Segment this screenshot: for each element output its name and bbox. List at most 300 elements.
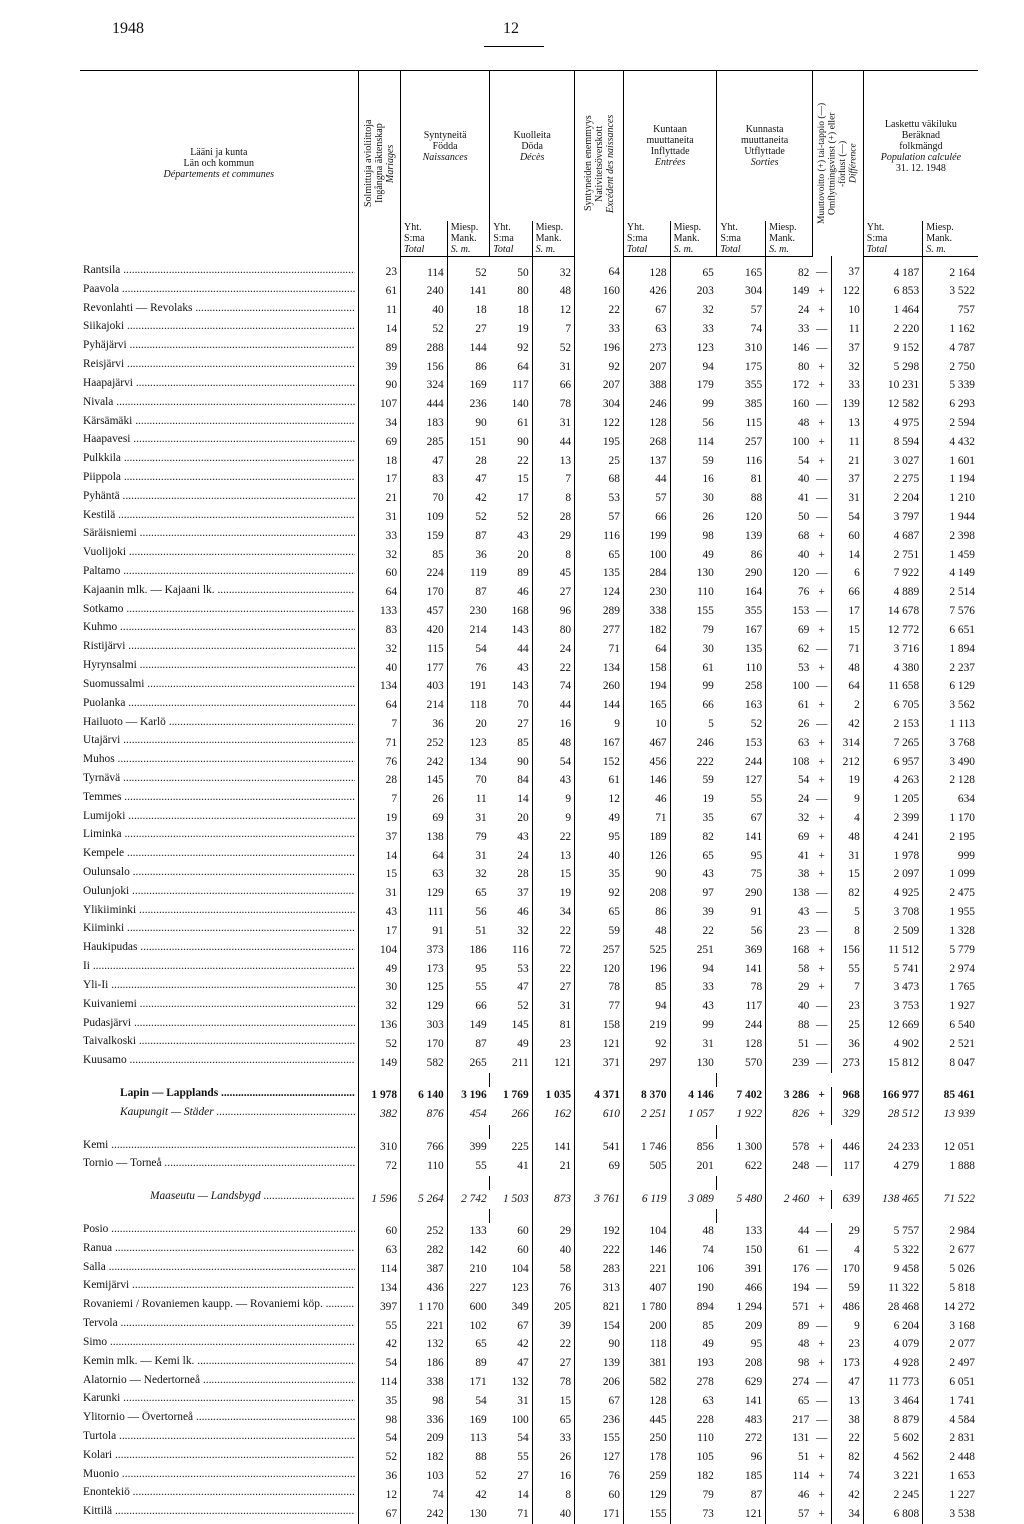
cell-11: 59 — [831, 1279, 863, 1298]
row-name: Kuhmo ..... — [80, 621, 358, 640]
cell-13: 6 051 — [923, 1374, 978, 1393]
cell-13: 3 538 — [923, 1505, 978, 1524]
cell-5: 371 — [575, 1054, 624, 1073]
cell-10: — — [815, 492, 828, 505]
cell-4: 45 — [532, 565, 574, 584]
cell-7: 5 — [670, 716, 717, 735]
cell-4: 40 — [532, 1505, 574, 1524]
cell-7: 49 — [670, 546, 717, 565]
cell-4: 81 — [532, 1017, 574, 1036]
cell-4: 66 — [532, 377, 574, 396]
cell-11: 13 — [831, 415, 863, 434]
cell-1: 129 — [401, 998, 448, 1017]
cell-13: 2 128 — [923, 772, 978, 791]
sub-deaths-total: Yht. S:ma Total — [490, 221, 532, 256]
cell-12: 166 977 — [863, 1087, 922, 1106]
cell-0: 33 — [358, 527, 400, 546]
cell-7: 33 — [670, 320, 717, 339]
cell-1: 98 — [401, 1392, 448, 1411]
cell-10: + — [817, 1192, 826, 1205]
cell-12: 138 465 — [863, 1190, 922, 1209]
cell-1: 83 — [401, 471, 448, 490]
cell-1: 85 — [401, 546, 448, 565]
row-name: Pyhäjärvi ..... — [80, 339, 358, 358]
cell-4: 22 — [532, 960, 574, 979]
cell-2: 28 — [447, 452, 489, 471]
cell-13: 8 047 — [923, 1054, 978, 1073]
cell-8: 209 — [745, 1319, 763, 1332]
table-row — [80, 584, 978, 603]
cell-3: 60 — [517, 1225, 529, 1238]
cell-8: 164 — [745, 586, 763, 599]
cell-4: 58 — [532, 1261, 574, 1280]
cell-11: 42 — [831, 1486, 863, 1505]
cell-0: 11 — [358, 302, 400, 321]
cell-3: 132 — [511, 1375, 529, 1388]
cell-11: 122 — [831, 283, 863, 302]
header-marriages-sv: Ingångna äktenskap — [373, 123, 385, 204]
cell-7: 894 — [670, 1298, 717, 1317]
cell-12: 3 464 — [863, 1392, 922, 1411]
row-name: Hyrynsalmi ..... — [80, 659, 358, 678]
cell-10: — — [815, 1018, 828, 1031]
cell-3: 15 — [517, 473, 529, 486]
cell-10: — — [815, 1000, 828, 1013]
cell-8: 355 — [745, 379, 763, 392]
cell-8: 110 — [745, 661, 763, 674]
cell-4: 27 — [532, 1355, 574, 1374]
cell-10: + — [817, 1108, 826, 1121]
cell-8: 290 — [745, 567, 763, 580]
header-excess — [575, 71, 624, 257]
row-name: Alatornio — Nedertorneå ..... — [80, 1374, 358, 1393]
cell-13: 1 601 — [923, 452, 978, 471]
cell-7: 48 — [670, 1223, 717, 1242]
cell-13: 85 461 — [923, 1087, 978, 1106]
cell-10: — — [815, 793, 828, 806]
cell-1: 109 — [401, 509, 448, 528]
cell-11: 31 — [831, 490, 863, 509]
cell-10: — — [815, 341, 828, 354]
cell-13: 2 195 — [923, 828, 978, 847]
cell-5: 116 — [575, 527, 624, 546]
cell-7: 3 089 — [670, 1190, 717, 1209]
cell-12: 11 512 — [863, 941, 922, 960]
cell-13: 2 077 — [923, 1336, 978, 1355]
cell-4: 65 — [532, 1411, 574, 1430]
row-name: Liminka ..... — [80, 828, 358, 847]
cell-4: 29 — [532, 527, 574, 546]
cell-2: 119 — [447, 565, 489, 584]
cell-8: 55 — [750, 793, 763, 806]
cell-4: 24 — [532, 640, 574, 659]
cell-5: 59 — [575, 922, 624, 941]
cell-1: 74 — [401, 1486, 448, 1505]
cell-11: 82 — [831, 1449, 863, 1468]
cell-5: 257 — [575, 941, 624, 960]
total-row — [80, 1087, 978, 1106]
cell-11: 34 — [831, 1505, 863, 1524]
cell-11: 37 — [831, 471, 863, 490]
row-name: Hailuoto — Karlö ..... — [80, 716, 358, 735]
cell-3: 266 — [511, 1108, 529, 1121]
cell-10: — — [815, 1319, 828, 1332]
cell-4: 28 — [532, 509, 574, 528]
cell-12: 28 512 — [863, 1106, 922, 1125]
cell-10: + — [818, 661, 825, 674]
row-name: Posio ..... — [80, 1223, 358, 1242]
cell-13: 1 459 — [923, 546, 978, 565]
cell-12: 11 322 — [863, 1279, 922, 1298]
table-row — [80, 998, 978, 1017]
cell-3: 54 — [517, 1432, 529, 1445]
cell-1: 876 — [401, 1106, 448, 1125]
cell-2: 133 — [447, 1223, 489, 1242]
cell-8: 163 — [745, 699, 763, 712]
cell-2: 66 — [447, 998, 489, 1017]
cell-8: 88 — [750, 492, 763, 505]
cell-5: 76 — [575, 1468, 624, 1487]
cell-0: 397 — [358, 1298, 400, 1317]
cell-2: 42 — [447, 490, 489, 509]
cell-3: 143 — [511, 680, 529, 693]
cell-10: — — [815, 473, 828, 486]
cell-9: 82 — [766, 256, 813, 283]
row-name: Kuivaniemi ..... — [80, 998, 358, 1017]
cell-5: 541 — [575, 1139, 624, 1158]
cell-2: 2 742 — [447, 1190, 489, 1209]
table-row — [80, 1261, 978, 1280]
cell-2: 600 — [447, 1298, 489, 1317]
header-inmig-1: Kuntaan — [653, 124, 688, 135]
cell-11: 11 — [831, 320, 863, 339]
cell-6: 273 — [623, 339, 670, 358]
cell-11: 10 — [831, 302, 863, 321]
cell-1: 26 — [401, 791, 448, 810]
table-row — [80, 358, 978, 377]
cell-6: 196 — [623, 960, 670, 979]
cell-1: 436 — [401, 1279, 448, 1298]
cell-5: 135 — [575, 565, 624, 584]
cell-1: 285 — [401, 433, 448, 452]
cell-10: + — [818, 1470, 825, 1483]
table-row — [80, 339, 978, 358]
header-inmig-3: Inflyttade — [650, 146, 690, 157]
cell-10: + — [818, 435, 825, 448]
cell-13: 1 741 — [923, 1392, 978, 1411]
cell-5: 77 — [575, 998, 624, 1017]
cell-6: 128 — [623, 1392, 670, 1411]
cell-10: + — [818, 454, 825, 467]
cell-8: 141 — [745, 1394, 763, 1407]
cell-7: 190 — [670, 1279, 717, 1298]
cell-8: 185 — [745, 1470, 763, 1483]
header-excess-sv: Nativitetsöverskott — [593, 125, 605, 202]
cell-9: 54 — [766, 772, 813, 791]
cell-12: 2 153 — [863, 716, 922, 735]
cell-0: 136 — [358, 1017, 400, 1036]
cell-5: 12 — [575, 791, 624, 810]
cell-11: 8 — [831, 922, 863, 941]
cell-12: 3 716 — [863, 640, 922, 659]
cell-11: 139 — [831, 396, 863, 415]
cell-7: 59 — [670, 452, 717, 471]
cell-6: 230 — [623, 584, 670, 603]
cell-5: 92 — [575, 358, 624, 377]
cell-6: 505 — [623, 1157, 670, 1176]
cell-7: 85 — [670, 1317, 717, 1336]
cell-12: 4 889 — [863, 584, 922, 603]
cell-12: 7 265 — [863, 734, 922, 753]
cell-5: 260 — [575, 678, 624, 697]
cell-12: 15 812 — [863, 1054, 922, 1073]
cell-6: 467 — [623, 734, 670, 753]
cell-2: 32 — [447, 866, 489, 885]
cell-11: 13 — [831, 1392, 863, 1411]
cell-2: 20 — [447, 716, 489, 735]
cell-0: 52 — [358, 1035, 400, 1054]
cell-4: 7 — [532, 471, 574, 490]
cell-7: 30 — [670, 490, 717, 509]
cell-12: 6 853 — [863, 283, 922, 302]
cell-4: 22 — [532, 1336, 574, 1355]
cell-13: 1 194 — [923, 471, 978, 490]
cell-13: 1 944 — [923, 509, 978, 528]
cell-8: 115 — [745, 416, 763, 429]
cell-12: 12 582 — [863, 396, 922, 415]
cell-13: 4 584 — [923, 1411, 978, 1430]
cell-8: 208 — [745, 1357, 763, 1370]
cell-1: 209 — [401, 1430, 448, 1449]
cell-9: 131 — [766, 1430, 813, 1449]
cell-0: 89 — [358, 339, 400, 358]
cell-9: 108 — [766, 753, 813, 772]
table-row — [80, 1157, 978, 1176]
cell-9: 168 — [766, 941, 813, 960]
cell-3: 46 — [517, 906, 529, 919]
row-name: Kemijärvi ..... — [80, 1279, 358, 1298]
cell-10: + — [818, 1141, 825, 1154]
header-inmig-4: Entrées — [654, 157, 686, 168]
row-name: Paavola ..... — [80, 283, 358, 302]
cell-1: 324 — [401, 377, 448, 396]
table-row — [80, 396, 978, 415]
cell-13: 2 164 — [923, 256, 978, 283]
cell-12: 6 957 — [863, 753, 922, 772]
cell-0: 54 — [358, 1430, 400, 1449]
cell-8: 629 — [745, 1375, 763, 1388]
cell-9: 65 — [766, 1392, 813, 1411]
cell-5: 192 — [575, 1223, 624, 1242]
header-rule — [484, 46, 544, 47]
cell-11: 48 — [831, 828, 863, 847]
cell-13: 2 475 — [923, 885, 978, 904]
cell-0: 19 — [358, 810, 400, 829]
cell-8: 310 — [745, 341, 763, 354]
cell-11: 48 — [831, 659, 863, 678]
cell-13: 1 227 — [923, 1486, 978, 1505]
cell-4: 1 035 — [532, 1087, 574, 1106]
cell-1: 242 — [401, 753, 448, 772]
cell-4: 43 — [532, 772, 574, 791]
table-row — [80, 1468, 978, 1487]
cell-10: — — [815, 1159, 828, 1172]
cell-10: — — [815, 906, 828, 919]
row-name: Paltamo ..... — [80, 565, 358, 584]
cell-5: 92 — [575, 885, 624, 904]
cell-9: 76 — [766, 584, 813, 603]
cell-11: 55 — [831, 960, 863, 979]
cell-9: 194 — [766, 1279, 813, 1298]
cell-12: 2 399 — [863, 810, 922, 829]
row-name: Salla ..... — [80, 1261, 358, 1280]
cell-3: 43 — [517, 661, 529, 674]
cell-10: + — [818, 360, 825, 373]
cell-1: 457 — [401, 603, 448, 622]
cell-4: 9 — [532, 791, 574, 810]
cell-9: 46 — [766, 1486, 813, 1505]
cell-11: 2 — [831, 697, 863, 716]
cell-6: 1 746 — [623, 1139, 670, 1158]
cell-5: 236 — [575, 1411, 624, 1430]
cell-5: 158 — [575, 1017, 624, 1036]
cell-7: 65 — [670, 847, 717, 866]
cell-3: 100 — [511, 1413, 529, 1426]
table-row — [80, 471, 978, 490]
cell-11: 60 — [831, 527, 863, 546]
cell-0: 39 — [358, 358, 400, 377]
cell-0: 67 — [358, 1505, 400, 1524]
cell-11: 82 — [831, 885, 863, 904]
cell-0: 32 — [358, 998, 400, 1017]
cell-0: 310 — [358, 1139, 400, 1158]
cell-3: 67 — [517, 1319, 529, 1332]
cell-12: 5 322 — [863, 1242, 922, 1261]
cell-2: 134 — [447, 753, 489, 772]
cell-1: 114 — [401, 256, 448, 283]
cell-11: 446 — [831, 1139, 863, 1158]
cell-2: 89 — [447, 1355, 489, 1374]
cell-0: 14 — [358, 847, 400, 866]
cell-4: 48 — [532, 734, 574, 753]
table-row — [80, 1486, 978, 1505]
cell-9: 53 — [766, 659, 813, 678]
cell-0: 60 — [358, 565, 400, 584]
cell-0: 35 — [358, 1392, 400, 1411]
table-row — [80, 847, 978, 866]
cell-9: 40 — [766, 998, 813, 1017]
cell-2: 70 — [447, 772, 489, 791]
cell-4: 13 — [532, 847, 574, 866]
cell-3: 1 503 — [503, 1192, 529, 1205]
cell-5: 207 — [575, 377, 624, 396]
cell-11: 329 — [831, 1106, 863, 1125]
cell-1: 252 — [401, 1223, 448, 1242]
table-row — [80, 546, 978, 565]
cell-0: 15 — [358, 866, 400, 885]
cell-11: 9 — [831, 1317, 863, 1336]
cell-0: 1 978 — [358, 1087, 400, 1106]
table-row — [80, 922, 978, 941]
cell-2: 65 — [447, 885, 489, 904]
cell-0: 72 — [358, 1157, 400, 1176]
cell-13: 1 113 — [923, 716, 978, 735]
cell-1: 40 — [401, 302, 448, 321]
cell-8: 57 — [750, 304, 763, 317]
cell-7: 278 — [670, 1374, 717, 1393]
cell-12: 4 263 — [863, 772, 922, 791]
cell-10: + — [818, 774, 825, 787]
cell-12: 3 221 — [863, 1468, 922, 1487]
cell-4: 39 — [532, 1317, 574, 1336]
table-row — [80, 433, 978, 452]
cell-5: 195 — [575, 433, 624, 452]
cell-0: 64 — [358, 584, 400, 603]
cell-1: 69 — [401, 810, 448, 829]
table-row — [80, 979, 978, 998]
row-name: Haukipudas ..... — [80, 941, 358, 960]
cell-0: 114 — [358, 1261, 400, 1280]
cell-9: 61 — [766, 697, 813, 716]
cell-3: 49 — [517, 1037, 529, 1050]
cell-10: — — [815, 1225, 828, 1238]
cell-10: — — [815, 398, 828, 411]
cell-1: 221 — [401, 1317, 448, 1336]
page-year: 1948 — [112, 20, 144, 37]
cell-10: — — [815, 322, 828, 335]
cell-2: 141 — [447, 283, 489, 302]
cell-12: 4 562 — [863, 1449, 922, 1468]
cell-7: 66 — [670, 697, 717, 716]
cell-4: 8 — [532, 1486, 574, 1505]
page-number: 12 — [503, 20, 519, 37]
cell-5: 206 — [575, 1374, 624, 1393]
cell-13: 1 955 — [923, 904, 978, 923]
sub-inmig-male: Miesp. Mank. S. m. — [670, 221, 717, 256]
cell-6: 388 — [623, 377, 670, 396]
cell-1: 173 — [401, 960, 448, 979]
cell-8: 165 — [745, 266, 763, 279]
cell-13: 71 522 — [923, 1190, 978, 1209]
cell-9: 48 — [766, 1336, 813, 1355]
cell-2: 55 — [447, 1157, 489, 1176]
cell-2: 51 — [447, 922, 489, 941]
header-outmig-3: Utflyttade — [744, 146, 785, 157]
cell-12: 4 241 — [863, 828, 922, 847]
cell-6: 155 — [623, 1505, 670, 1524]
cell-11: 7 — [831, 979, 863, 998]
table-row — [80, 1298, 978, 1317]
cell-8: 135 — [745, 642, 763, 655]
cell-12: 8 879 — [863, 1411, 922, 1430]
row-name: Kemi ..... — [80, 1139, 358, 1158]
cell-2: 55 — [447, 979, 489, 998]
cell-8: 81 — [750, 473, 763, 486]
cell-8: 244 — [745, 1018, 763, 1031]
cell-11: 968 — [831, 1087, 863, 1106]
sub-pop-total: Yht. S:ma Total — [863, 221, 922, 256]
cell-2: 54 — [447, 640, 489, 659]
cell-10: — — [815, 511, 828, 524]
table-row — [80, 1355, 978, 1374]
cell-7: 110 — [670, 584, 717, 603]
cell-0: 52 — [358, 1449, 400, 1468]
cell-5: 196 — [575, 339, 624, 358]
cell-7: 98 — [670, 527, 717, 546]
cell-10: + — [818, 830, 825, 843]
cell-4: 26 — [532, 1449, 574, 1468]
cell-12: 24 233 — [863, 1139, 922, 1158]
